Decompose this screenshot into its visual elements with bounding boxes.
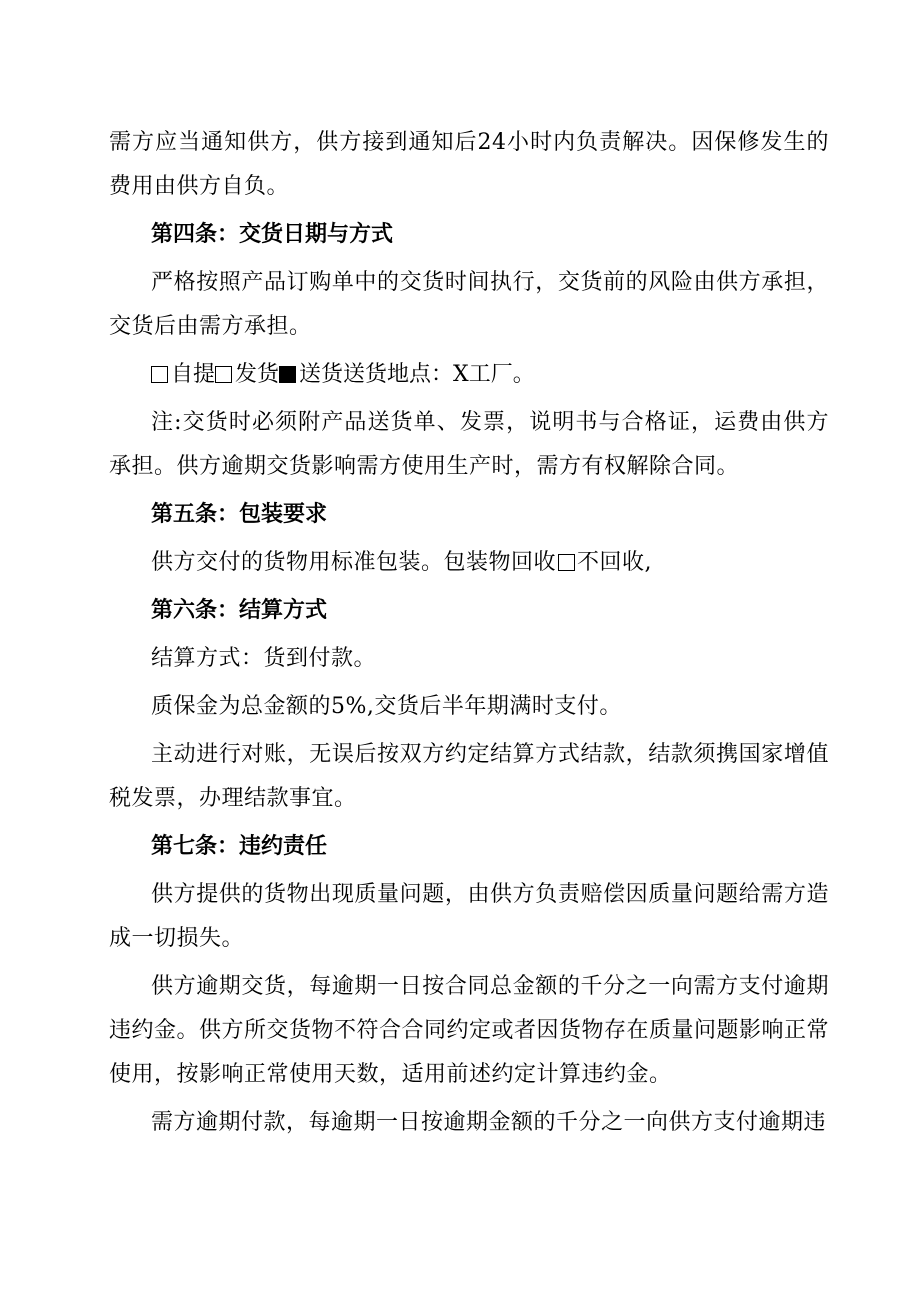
unchecked-box-icon xyxy=(558,554,575,571)
unchecked-box-icon xyxy=(215,366,232,383)
paragraph-warranty-cost: 需方应当通知供方，供方接到通知后24小时内负责解决。因保修发生的费用由供方自负。 xyxy=(109,130,829,199)
option-ship-label: 发货 xyxy=(235,362,280,387)
document-body xyxy=(109,121,829,1145)
option-self-pickup-label: 自提 xyxy=(171,362,216,387)
packaging-text-b: 不回收, xyxy=(577,550,653,575)
paragraph-late-payment-penalty: 需方逾期付款，每逾期一日按逾期金额的千分之一向供方支付逾期违 xyxy=(151,1110,827,1135)
paragraph-settlement-method: 结算方式：货到付款。 xyxy=(151,646,377,671)
paragraph-quality-liability: 供方提供的货物出现质量问题，由供方负责赔偿因质量问题给需方造成一切损失。 xyxy=(109,882,829,951)
paragraph-delivery-time: 严格按照产品订购单中的交货时间执行，交货前的风险由供方承担，交货后由需方承担。 xyxy=(109,270,829,339)
paragraph-packaging xyxy=(109,541,829,585)
paragraph-delivery-note: 注:交货时必须附产品送货单、发票，说明书与合格证，运费由供方承担。供方逾期交货影响需方使用生产时，需方有权解除合同。 xyxy=(109,410,829,479)
option-deliver-label: 送货送货地点：X工厂。 xyxy=(299,362,535,387)
paragraph-reconciliation: 主动进行对账，无误后按双方约定结算方式结款，结款须携国家增值税发票，办理结款事宜。 xyxy=(109,742,829,811)
paragraph-warranty-deposit: 质保金为总金额的5%,交货后半年期满时支付。 xyxy=(151,694,622,719)
unchecked-box-icon xyxy=(151,366,168,383)
packaging-text-a: 供方交付的货物用标准包装。包装物回收 xyxy=(151,550,557,575)
article-7-heading: 第七条：违约责任 xyxy=(151,834,328,859)
delivery-method-options xyxy=(109,353,829,397)
checked-box-icon xyxy=(279,366,296,383)
article-5-heading: 第五条：包装要求 xyxy=(151,502,328,527)
article-6-heading: 第六条：结算方式 xyxy=(151,598,328,623)
paragraph-late-delivery-penalty: 供方逾期交货，每逾期一日按合同总金额的千分之一向需方支付逾期违约金。供方所交货物不符合合同约定或者因货物存在质量问题影响正常使用，按影响正常使用天数，适用前述约定计算违约金。 xyxy=(109,974,830,1087)
article-4-heading: 第四条：交货日期与方式 xyxy=(151,222,394,247)
